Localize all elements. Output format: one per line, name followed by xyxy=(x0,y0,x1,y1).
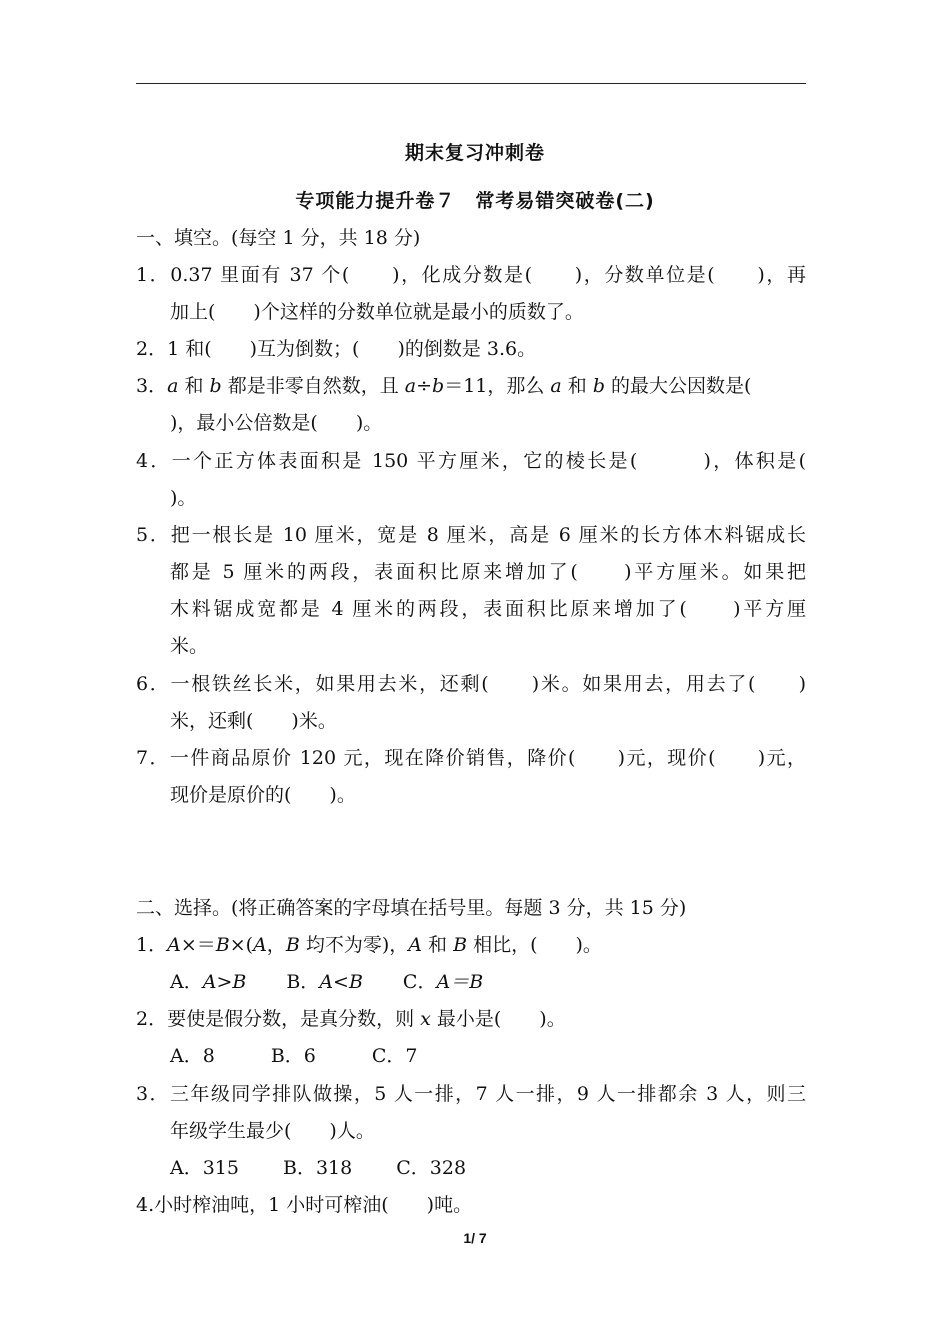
choice-question-3-options xyxy=(170,1155,466,1181)
question-3-line-2: )，最小公倍数是( )。 xyxy=(170,412,383,434)
question-1-line-1: 1．0.37 里面有 37 个( )，化成分数是( )，分数单位是( )，再 xyxy=(136,264,806,286)
question-7-line-2: 现价是原价的( )。 xyxy=(170,784,356,806)
page-title: 期末复习冲刺卷 xyxy=(404,142,545,164)
choice-question-3-line-2: 年级学生最少( )人。 xyxy=(170,1120,375,1142)
option-a: A．A>B xyxy=(170,971,247,993)
choice-question-1-options xyxy=(170,969,483,995)
option-b: B．318 xyxy=(283,1157,353,1179)
section1-heading: 一、填空。(每空 1 分，共 18 分) xyxy=(136,227,421,249)
page-number: 1/ 7 xyxy=(463,1230,487,1246)
question-4-line-2: )。 xyxy=(170,487,197,509)
question-6-line-2: 米，还剩( )米。 xyxy=(170,710,337,732)
option-a: A．315 xyxy=(170,1157,239,1179)
option-c: C．7 xyxy=(371,1045,418,1067)
option-c: C．328 xyxy=(396,1157,467,1179)
question-5-line-1: 5．把一根长是 10 厘米，宽是 8 厘米，高是 6 厘米的长方体木料锯成长 xyxy=(136,524,806,546)
question-1-line-2: 加上( )个这样的分数单位就是最小的质数了。 xyxy=(170,301,584,323)
choice-question-3-line-1: 3．三年级同学排队做操，5 人一排，7 人一排，9 人一排都余 3 人，则三 xyxy=(136,1083,806,1105)
question-5-line-4: 米。 xyxy=(170,635,209,657)
header-rule xyxy=(136,83,806,84)
option-b: B．A<B xyxy=(286,971,363,993)
question-5-line-3: 木料锯成宽都是 4 厘米的两段，表面积比原来增加了( )平方厘 xyxy=(170,598,806,620)
choice-question-4: 4.小时榨油吨，1 小时可榨油( )吨。 xyxy=(136,1194,473,1216)
page-subtitle: 专项能力提升卷７ 常考易错突破卷(二) xyxy=(295,190,655,212)
option-b: B．6 xyxy=(270,1045,316,1067)
question-7-line-1: 7．一件商品原价 120 元，现在降价销售，降价( )元，现价( )元， xyxy=(136,747,806,769)
choice-question-2-options xyxy=(170,1043,418,1069)
question-3-line-1: 3．a 和 b 都是非零自然数，且 a÷b＝11，那么 a 和 b 的最大公因数是( xyxy=(136,375,752,397)
option-c: C．A＝B xyxy=(402,971,484,993)
question-2: 2．1 和( )互为倒数；( )的倒数是 3.6。 xyxy=(136,338,537,360)
option-a: A．8 xyxy=(170,1045,215,1067)
section2-heading: 二、选择。(将正确答案的字母填在括号里。每题 3 分，共 15 分) xyxy=(136,897,687,919)
choice-question-1: 1．A×＝B×(A，B 均不为零)，A 和 B 相比，( )。 xyxy=(136,934,602,956)
question-4-line-1: 4．一个正方体表面积是 150 平方厘米，它的棱长是( )，体积是( xyxy=(136,450,806,472)
choice-question-2: 2．要使是假分数，是真分数，则 x 最小是( )。 xyxy=(136,1008,566,1030)
question-6-line-1: 6．一根铁丝长米，如果用去米，还剩( )米。如果用去，用去了( ) xyxy=(136,673,806,695)
question-5-line-2: 都是 5 厘米的两段，表面积比原来增加了( )平方厘米。如果把 xyxy=(170,561,806,583)
